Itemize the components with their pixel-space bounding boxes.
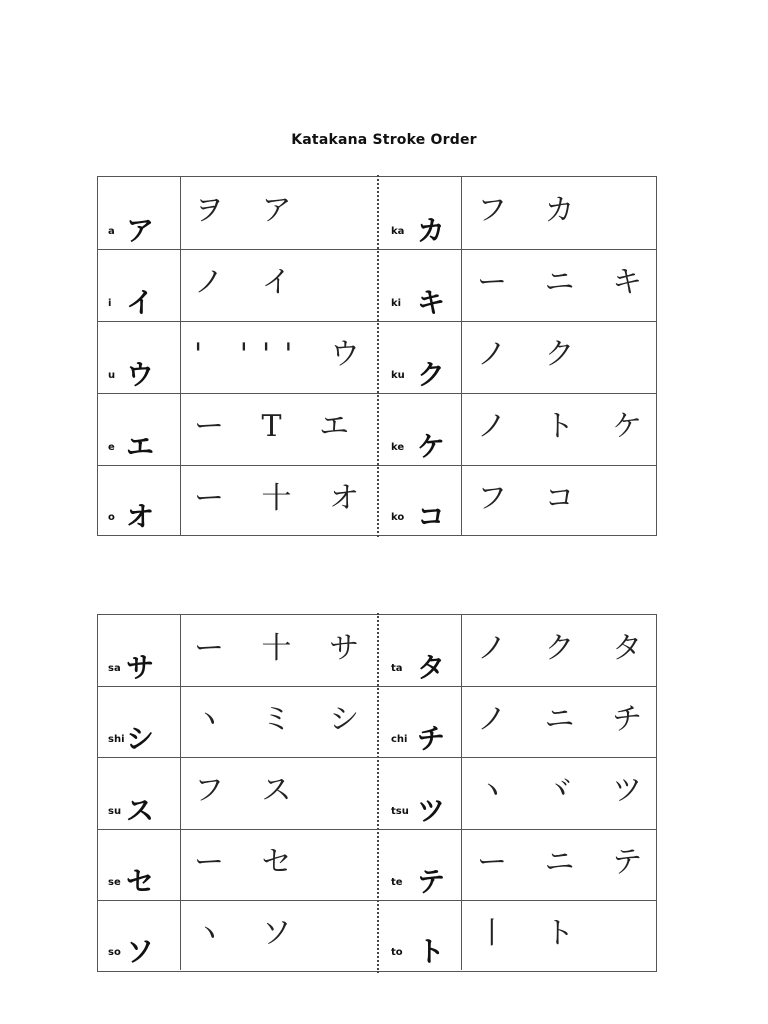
- kana-character: セ: [126, 865, 155, 898]
- table-row: [98, 615, 656, 686]
- kana-cell: [377, 900, 656, 970]
- kana-cell: [98, 465, 377, 535]
- stroke-sequence: ノ ク: [477, 337, 589, 372]
- kana-character: ケ: [417, 430, 446, 463]
- stroke-sequence: ー 十 オ: [194, 481, 374, 516]
- table-row: [98, 465, 656, 535]
- kana-label-cell: [98, 465, 181, 535]
- kana-cell: [98, 249, 377, 321]
- kana-cell: [377, 321, 656, 393]
- romaji-label: e: [108, 442, 115, 453]
- stroke-sequence: ヽ ソ: [194, 916, 306, 951]
- romaji-label: chi: [391, 734, 408, 745]
- romaji-label: ke: [391, 442, 405, 453]
- stroke-sequence: ' ''' ウ: [194, 337, 375, 372]
- kana-character: ア: [126, 214, 155, 247]
- stroke-sequence: ヲ ア: [194, 193, 306, 228]
- kana-cell: [98, 615, 377, 686]
- stroke-sequence: フ コ: [477, 481, 589, 516]
- table-row: [98, 249, 656, 321]
- kana-cell: [377, 615, 656, 686]
- stroke-sequence: ノ イ: [194, 265, 306, 300]
- kana-character: ク: [417, 358, 446, 391]
- kana-cell: [377, 829, 656, 900]
- kana-character: ト: [417, 935, 446, 968]
- romaji-label: se: [108, 877, 121, 888]
- kana-cell: [377, 465, 656, 535]
- kana-label-cell: [377, 249, 462, 321]
- kana-character: サ: [126, 651, 155, 684]
- kana-label-cell: [377, 321, 462, 393]
- kana-label-cell: [98, 249, 181, 321]
- kana-label-cell: [377, 393, 462, 465]
- kana-character: キ: [417, 286, 446, 319]
- kana-cell: [98, 393, 377, 465]
- kana-cell: [377, 393, 656, 465]
- kana-character: テ: [417, 865, 446, 898]
- kana-label-cell: [98, 829, 181, 900]
- romaji-label: ko: [391, 512, 405, 523]
- kana-cell: [98, 900, 377, 970]
- kana-character: エ: [126, 430, 155, 463]
- romaji-label: o: [108, 512, 115, 523]
- kana-label-cell: [377, 465, 462, 535]
- kana-label-cell: [377, 615, 462, 686]
- kana-character: チ: [417, 722, 446, 755]
- stroke-sequence: 丨 ト: [477, 916, 589, 951]
- kana-cell: [377, 177, 656, 249]
- table-row: [98, 393, 656, 465]
- kana-label-cell: [377, 686, 462, 757]
- stroke-sequence: ー T エ: [194, 409, 364, 444]
- kana-character: イ: [126, 286, 155, 319]
- kana-character: カ: [417, 214, 446, 247]
- table-row: [98, 686, 656, 757]
- table-row: [98, 177, 656, 249]
- stroke-sequence: ー 十 サ: [194, 631, 374, 666]
- stroke-order-table-1: [97, 176, 657, 536]
- romaji-label: a: [108, 226, 115, 237]
- stroke-order-table-2: [97, 614, 657, 972]
- stroke-sequence: フ カ: [477, 193, 589, 228]
- table-row: [98, 321, 656, 393]
- stroke-sequence: ノ ク タ: [477, 631, 657, 666]
- kana-label-cell: [98, 615, 181, 686]
- stroke-sequence: ヽ ヾ ツ: [477, 773, 657, 808]
- romaji-label: su: [108, 806, 122, 817]
- stroke-sequence: ノ ニ チ: [477, 702, 657, 737]
- kana-label-cell: [98, 321, 181, 393]
- romaji-label: tsu: [391, 806, 409, 817]
- kana-cell: [98, 177, 377, 249]
- kana-cell: [98, 321, 377, 393]
- kana-cell: [377, 686, 656, 757]
- romaji-label: shi: [108, 734, 125, 745]
- kana-cell: [98, 757, 377, 829]
- stroke-sequence: ー セ: [194, 845, 306, 880]
- kana-label-cell: [377, 177, 462, 249]
- romaji-label: to: [391, 947, 403, 958]
- kana-character: ウ: [126, 358, 155, 391]
- kana-character: ツ: [417, 794, 446, 827]
- romaji-label: i: [108, 298, 112, 309]
- kana-label-cell: [98, 393, 181, 465]
- kana-cell: [98, 829, 377, 900]
- kana-cell: [377, 757, 656, 829]
- kana-label-cell: [98, 686, 181, 757]
- kana-label-cell: [98, 757, 181, 829]
- kana-label-cell: [377, 829, 462, 900]
- kana-cell: [98, 686, 377, 757]
- stroke-sequence: ヽ ミ シ: [194, 702, 374, 737]
- romaji-label: te: [391, 877, 403, 888]
- kana-character: シ: [126, 722, 155, 755]
- stroke-sequence: ノ ト ケ: [477, 409, 657, 444]
- table-row: [98, 900, 656, 970]
- kana-character: ス: [126, 794, 155, 827]
- stroke-sequence: フ ス: [194, 773, 306, 808]
- kana-character: タ: [417, 651, 446, 684]
- romaji-label: ka: [391, 226, 405, 237]
- kana-character: コ: [417, 500, 446, 533]
- kana-label-cell: [377, 757, 462, 829]
- kana-label-cell: [377, 900, 462, 970]
- romaji-label: so: [108, 947, 121, 958]
- romaji-label: sa: [108, 663, 121, 674]
- romaji-label: ta: [391, 663, 403, 674]
- romaji-label: ku: [391, 370, 405, 381]
- table-row: [98, 829, 656, 900]
- kana-cell: [377, 249, 656, 321]
- kana-label-cell: [98, 900, 181, 970]
- romaji-label: ki: [391, 298, 402, 309]
- table-row: [98, 757, 656, 829]
- stroke-sequence: ー ニ キ: [477, 265, 657, 300]
- kana-label-cell: [98, 177, 181, 249]
- stroke-sequence: ー ニ テ: [477, 845, 657, 880]
- kana-character: ソ: [126, 935, 155, 968]
- romaji-label: u: [108, 370, 116, 381]
- page-title: Katakana Stroke Order: [291, 132, 477, 148]
- kana-character: オ: [126, 500, 155, 533]
